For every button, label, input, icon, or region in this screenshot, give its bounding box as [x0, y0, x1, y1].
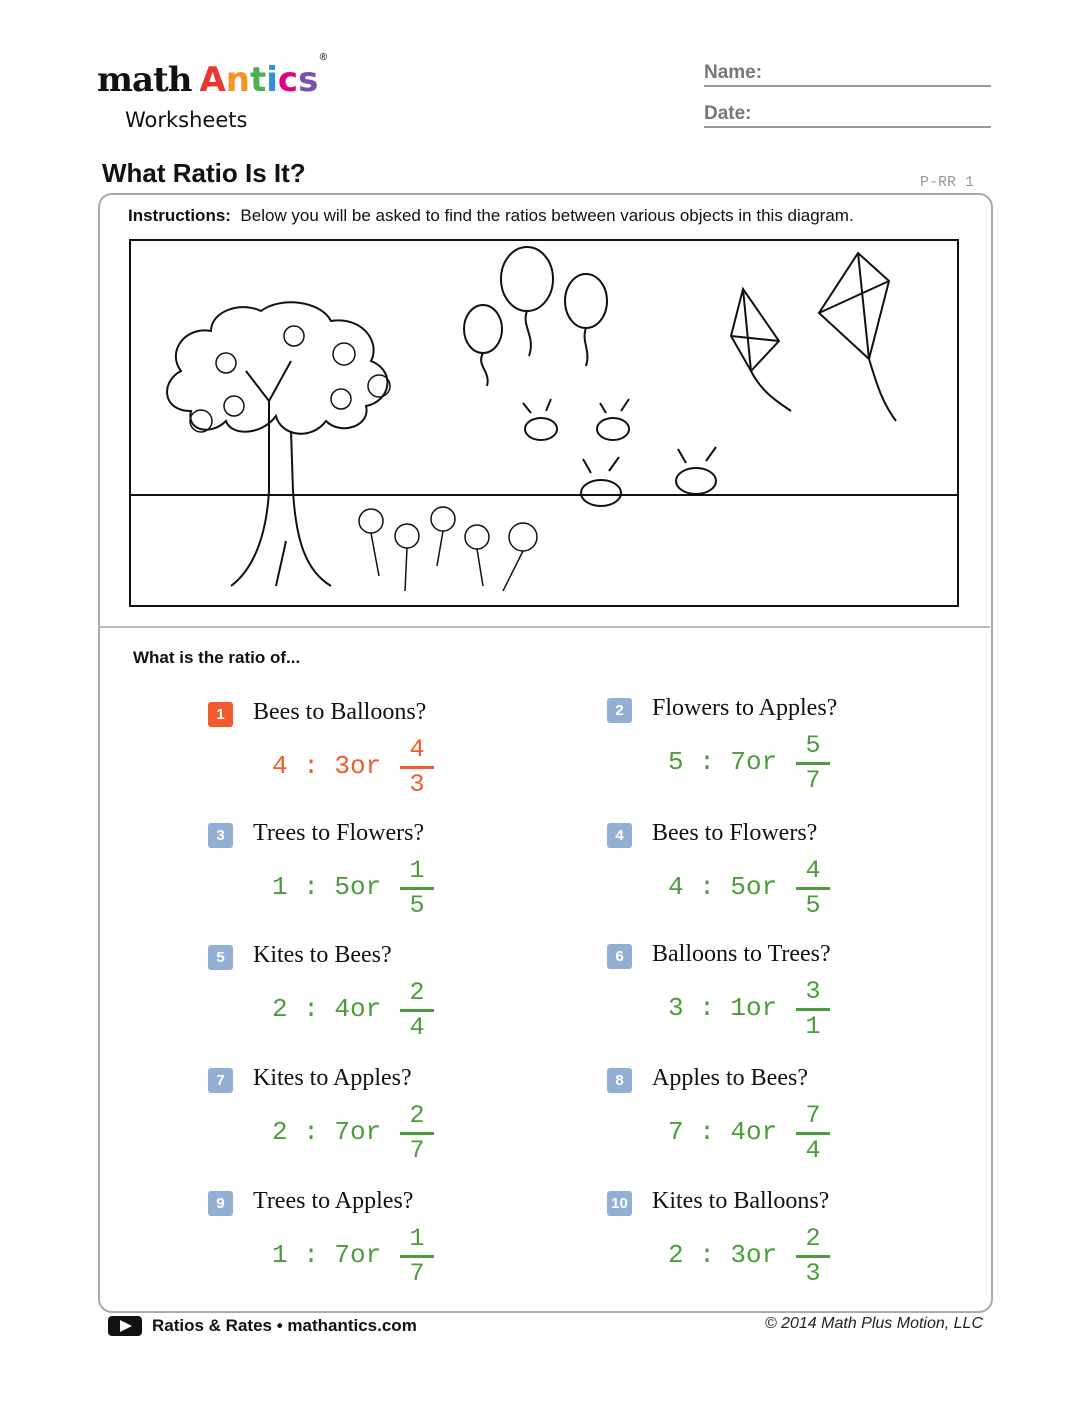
- fraction-bar: [796, 887, 830, 890]
- answer-fraction: [400, 1225, 434, 1288]
- fraction-denominator: 5: [409, 891, 425, 920]
- answer-ratio: 4 : 5: [668, 872, 747, 902]
- logo-antics: [199, 52, 329, 102]
- question-number-badge: 5: [208, 945, 233, 970]
- question-text: Kites to Apples?: [253, 1065, 412, 1091]
- logo-math: math: [97, 60, 192, 100]
- answer-ratio: 5 : 7: [668, 747, 747, 777]
- question-text: Bees to Flowers?: [652, 820, 818, 846]
- questions-heading: What is the ratio of...: [133, 648, 301, 667]
- fraction-denominator: 7: [409, 1136, 425, 1165]
- fraction-denominator: 3: [805, 1259, 821, 1288]
- answer-ratio: 4 : 3: [272, 751, 351, 781]
- footer-copyright: © 2014 Math Plus Motion, LLC: [764, 1315, 983, 1332]
- answer-or: or: [746, 747, 778, 777]
- balloons: [464, 247, 607, 386]
- answer-or: or: [746, 1117, 778, 1147]
- fraction-bar: [400, 1132, 434, 1135]
- answer-fraction: [400, 979, 434, 1042]
- answer-or: or: [746, 1240, 778, 1270]
- registered-mark: ®: [318, 52, 329, 63]
- answer-or: or: [350, 994, 382, 1024]
- fraction-numerator: 4: [409, 735, 425, 764]
- fraction-denominator: 7: [805, 766, 821, 795]
- question-number-badge: 3: [208, 823, 233, 848]
- fraction-numerator: 2: [409, 978, 425, 1007]
- answer-fraction: [796, 1102, 830, 1165]
- fraction-bar: [400, 766, 434, 769]
- fraction-numerator: 3: [805, 977, 821, 1006]
- question-number-badge: 1: [208, 702, 233, 727]
- fraction-numerator: 7: [805, 1101, 821, 1130]
- date-field[interactable]: [704, 103, 991, 128]
- fraction-numerator: 2: [409, 1101, 425, 1130]
- answer-ratio: 2 : 7: [272, 1117, 351, 1147]
- answer-fraction: [400, 736, 434, 799]
- fraction-denominator: 1: [805, 1012, 821, 1041]
- flowers: [359, 507, 537, 591]
- answer-or: or: [350, 1240, 382, 1270]
- fraction-denominator: 4: [409, 1013, 425, 1042]
- answer-fraction: [400, 1102, 434, 1165]
- panel-divider: [99, 626, 990, 628]
- tree-illustration: [167, 302, 387, 586]
- question-text: Balloons to Trees?: [652, 941, 831, 967]
- answer-or: or: [350, 751, 382, 781]
- fraction-bar: [400, 1009, 434, 1012]
- fraction-numerator: 2: [805, 1224, 821, 1253]
- footer-series: Ratios & Rates • mathantics.com: [152, 1316, 417, 1335]
- logo-worksheets: Worksheets: [125, 108, 248, 132]
- fraction-bar: [796, 1132, 830, 1135]
- apples: [190, 326, 390, 432]
- question-text: Trees to Flowers?: [253, 820, 425, 846]
- name-field[interactable]: [704, 62, 991, 87]
- fraction-bar: [796, 762, 830, 765]
- answer-or: or: [746, 993, 778, 1023]
- answer-ratio: 2 : 3: [668, 1240, 747, 1270]
- fraction-denominator: 7: [409, 1259, 425, 1288]
- play-icon: [108, 1316, 142, 1336]
- question-number-badge: 7: [208, 1068, 233, 1093]
- answer-fraction: [400, 857, 434, 920]
- name-label: Name:: [704, 62, 763, 83]
- fraction-numerator: 1: [409, 1224, 425, 1253]
- question-text: Kites to Bees?: [253, 942, 392, 968]
- answer-fraction: [796, 1225, 830, 1288]
- question-number-badge: 6: [607, 944, 632, 969]
- answer-ratio: 2 : 4: [272, 994, 351, 1024]
- answer-or: or: [350, 1117, 382, 1147]
- fraction-numerator: 1: [409, 856, 425, 885]
- answer-fraction: [796, 732, 830, 795]
- question-number-badge: 9: [208, 1191, 233, 1216]
- question-number-badge: 8: [607, 1068, 632, 1093]
- logo-letter: s: [298, 60, 319, 100]
- question-number-badge: 4: [607, 823, 632, 848]
- ratio-diagram: [129, 239, 959, 607]
- fraction-denominator: 3: [409, 770, 425, 799]
- question-text: Apples to Bees?: [652, 1065, 808, 1091]
- logo-letter: A: [199, 60, 226, 100]
- answer-ratio: 1 : 7: [272, 1240, 351, 1270]
- fraction-bar: [796, 1255, 830, 1258]
- answer-ratio: 3 : 1: [668, 993, 747, 1023]
- answer-fraction: [796, 978, 830, 1041]
- answer-or: or: [746, 872, 778, 902]
- page-title: What Ratio Is It?: [102, 158, 306, 188]
- logo-letter: t: [249, 60, 267, 100]
- fraction-bar: [400, 1255, 434, 1258]
- question-text: Kites to Balloons?: [652, 1188, 830, 1214]
- question-text: Bees to Balloons?: [253, 699, 427, 725]
- question-number-badge: 10: [607, 1191, 632, 1216]
- bees: [523, 399, 716, 506]
- fraction-bar: [796, 1008, 830, 1011]
- fraction-denominator: 4: [805, 1136, 821, 1165]
- fraction-denominator: 5: [805, 891, 821, 920]
- instructions-label: Instructions:: [128, 206, 231, 225]
- answer-or: or: [350, 872, 382, 902]
- logo-letter: c: [277, 60, 299, 100]
- question-number-badge: 2: [607, 698, 632, 723]
- instructions-text: Below you will be asked to find the ratios between various objects in this diagram.: [240, 206, 854, 225]
- logo: [97, 52, 329, 104]
- fraction-numerator: 5: [805, 731, 821, 760]
- worksheet-code: P-RR 1: [920, 174, 975, 191]
- question-text: Trees to Apples?: [253, 1188, 414, 1214]
- fraction-numerator: 4: [805, 856, 821, 885]
- question-text: Flowers to Apples?: [652, 695, 838, 721]
- logo-letter: i: [266, 60, 278, 100]
- answer-fraction: [796, 857, 830, 920]
- logo-letter: n: [225, 60, 250, 100]
- answer-ratio: 7 : 4: [668, 1117, 747, 1147]
- fraction-bar: [400, 887, 434, 890]
- date-label: Date:: [704, 103, 752, 124]
- kites: [731, 253, 896, 421]
- answer-ratio: 1 : 5: [272, 872, 351, 902]
- instructions: [128, 206, 854, 226]
